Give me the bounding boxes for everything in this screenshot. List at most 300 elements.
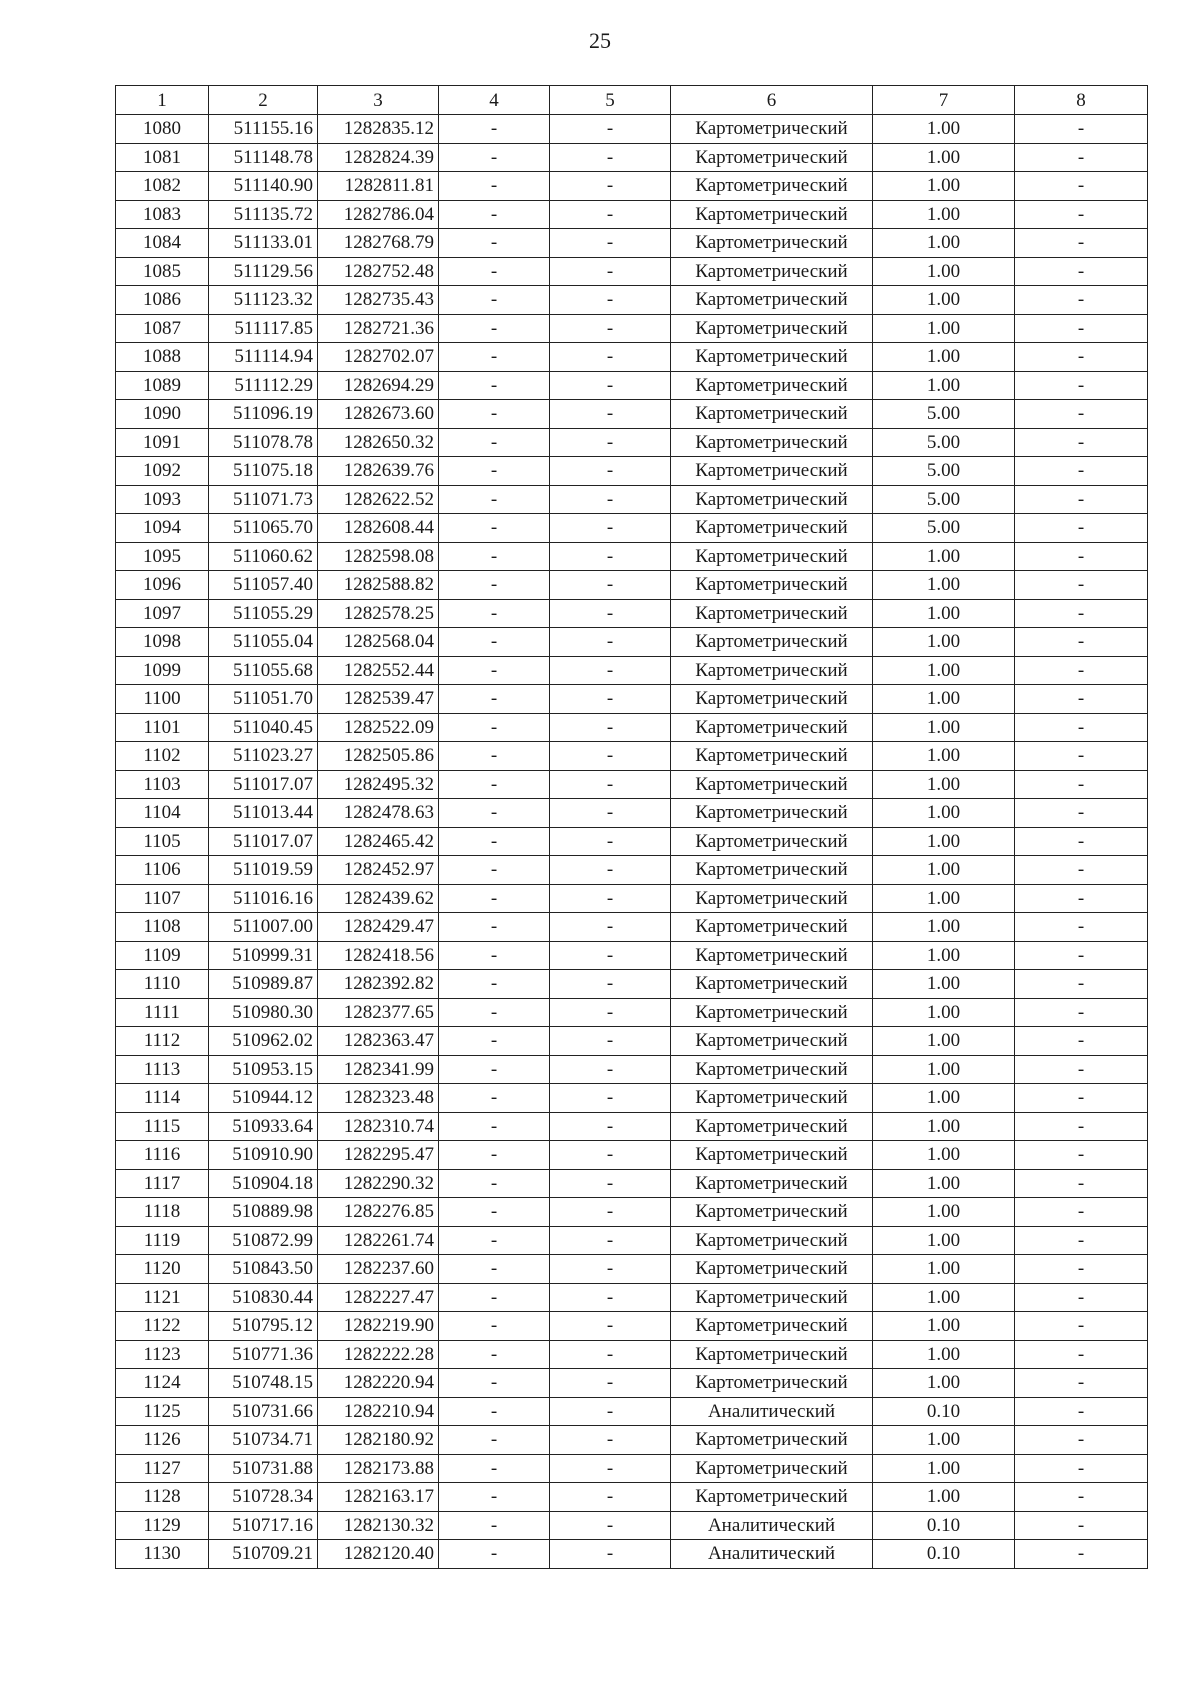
table-row: [116, 1027, 1148, 1056]
table-row: [116, 143, 1148, 172]
header-cell: 1: [116, 86, 209, 115]
table-cell: -: [1015, 286, 1148, 315]
table-cell: -: [1015, 685, 1148, 714]
table-cell: 1107: [116, 884, 209, 913]
table-cell: -: [550, 656, 671, 685]
table-row: [116, 599, 1148, 628]
table-cell: -: [1015, 1198, 1148, 1227]
table-cell: 1.00: [873, 542, 1015, 571]
table-row: [116, 1340, 1148, 1369]
table-cell: -: [439, 742, 550, 771]
table-cell: 1282639.76: [318, 457, 439, 486]
table-cell: Картометрический: [671, 115, 873, 144]
table-row: [116, 314, 1148, 343]
table-cell: -: [1015, 998, 1148, 1027]
table-cell: -: [439, 827, 550, 856]
table-cell: 511123.32: [209, 286, 318, 315]
table-cell: Картометрический: [671, 913, 873, 942]
table-cell: -: [1015, 1397, 1148, 1426]
table-cell: -: [550, 343, 671, 372]
table-cell: 1282505.86: [318, 742, 439, 771]
table-cell: -: [550, 1540, 671, 1569]
table-cell: -: [550, 1198, 671, 1227]
table-row: [116, 400, 1148, 429]
table-cell: Картометрический: [671, 1340, 873, 1369]
table-cell: -: [1015, 1226, 1148, 1255]
table-cell: -: [1015, 884, 1148, 913]
table-cell: -: [550, 1283, 671, 1312]
table-row: [116, 1483, 1148, 1512]
table-cell: Аналитический: [671, 1397, 873, 1426]
table-cell: 1129: [116, 1511, 209, 1540]
table-cell: -: [439, 1255, 550, 1284]
table-cell: 1282163.17: [318, 1483, 439, 1512]
table-cell: -: [1015, 1340, 1148, 1369]
table-cell: -: [550, 257, 671, 286]
table-cell: -: [439, 428, 550, 457]
table-cell: -: [1015, 941, 1148, 970]
table-cell: 1.00: [873, 1169, 1015, 1198]
table-row: [116, 1255, 1148, 1284]
table-cell: -: [550, 1112, 671, 1141]
table-cell: -: [550, 172, 671, 201]
table-row: [116, 1055, 1148, 1084]
table-cell: 511155.16: [209, 115, 318, 144]
table-cell: -: [1015, 628, 1148, 657]
table-cell: -: [439, 400, 550, 429]
table-cell: 1.00: [873, 884, 1015, 913]
table-cell: 1106: [116, 856, 209, 885]
table-cell: 1282210.94: [318, 1397, 439, 1426]
table-cell: 1110: [116, 970, 209, 999]
table-cell: 1282261.74: [318, 1226, 439, 1255]
table-cell: 510989.87: [209, 970, 318, 999]
table-cell: 0.10: [873, 1511, 1015, 1540]
table-cell: 1282702.07: [318, 343, 439, 372]
table-cell: -: [439, 1540, 550, 1569]
table-cell: 1.00: [873, 115, 1015, 144]
table-cell: 1105: [116, 827, 209, 856]
table-cell: -: [439, 1112, 550, 1141]
table-cell: -: [439, 457, 550, 486]
table-cell: -: [550, 457, 671, 486]
table-cell: 511114.94: [209, 343, 318, 372]
table-row: [116, 913, 1148, 942]
table-cell: Картометрический: [671, 457, 873, 486]
table-cell: 1.00: [873, 685, 1015, 714]
table-cell: -: [1015, 742, 1148, 771]
table-cell: -: [439, 599, 550, 628]
table-cell: 1080: [116, 115, 209, 144]
table-cell: Картометрический: [671, 856, 873, 885]
table-cell: -: [550, 856, 671, 885]
table-cell: -: [550, 970, 671, 999]
table-row: [116, 1454, 1148, 1483]
table-cell: 1123: [116, 1340, 209, 1369]
table-cell: 1.00: [873, 970, 1015, 999]
table-cell: -: [439, 1084, 550, 1113]
table-cell: 1282295.47: [318, 1141, 439, 1170]
table-cell: 1.00: [873, 856, 1015, 885]
table-cell: -: [439, 286, 550, 315]
table-row: [116, 457, 1148, 486]
table-cell: 1.00: [873, 1426, 1015, 1455]
table-cell: 1096: [116, 571, 209, 600]
table-cell: 1282180.92: [318, 1426, 439, 1455]
table-cell: 1282588.82: [318, 571, 439, 600]
table-cell: 1.00: [873, 343, 1015, 372]
header-cell: 2: [209, 86, 318, 115]
header-cell: 7: [873, 86, 1015, 115]
table-cell: -: [550, 628, 671, 657]
table-row: [116, 799, 1148, 828]
table-cell: 511057.40: [209, 571, 318, 600]
table-cell: 1.00: [873, 1084, 1015, 1113]
table-cell: -: [1015, 115, 1148, 144]
table-row: [116, 286, 1148, 315]
table-cell: 510872.99: [209, 1226, 318, 1255]
table-cell: 1086: [116, 286, 209, 315]
table-cell: 1100: [116, 685, 209, 714]
table-cell: 1101: [116, 713, 209, 742]
table-cell: -: [439, 1027, 550, 1056]
table-cell: 1088: [116, 343, 209, 372]
table-cell: Картометрический: [671, 229, 873, 258]
table-cell: 1.00: [873, 200, 1015, 229]
table-cell: 511017.07: [209, 827, 318, 856]
table-cell: 1282721.36: [318, 314, 439, 343]
table-cell: -: [1015, 1141, 1148, 1170]
table-cell: 511055.68: [209, 656, 318, 685]
table-cell: -: [439, 941, 550, 970]
table-cell: -: [1015, 229, 1148, 258]
table-cell: Картометрический: [671, 286, 873, 315]
table-cell: 511096.19: [209, 400, 318, 429]
table-cell: 1.00: [873, 1369, 1015, 1398]
table-cell: -: [439, 656, 550, 685]
table-cell: 510709.21: [209, 1540, 318, 1569]
table-row: [116, 1226, 1148, 1255]
table-row: [116, 1169, 1148, 1198]
table-cell: 1.00: [873, 1141, 1015, 1170]
table-cell: 1099: [116, 656, 209, 685]
table-cell: 1093: [116, 485, 209, 514]
table-cell: 1.00: [873, 1255, 1015, 1284]
table-cell: Картометрический: [671, 371, 873, 400]
table-row: [116, 200, 1148, 229]
table-cell: 511055.29: [209, 599, 318, 628]
table-cell: 510910.90: [209, 1141, 318, 1170]
table-cell: 510795.12: [209, 1312, 318, 1341]
table-cell: 1108: [116, 913, 209, 942]
table-cell: -: [1015, 1540, 1148, 1569]
table-cell: -: [1015, 1483, 1148, 1512]
table-row: [116, 1426, 1148, 1455]
table-cell: 511078.78: [209, 428, 318, 457]
table-cell: 1126: [116, 1426, 209, 1455]
table-cell: Картометрический: [671, 1226, 873, 1255]
table-cell: 1.00: [873, 599, 1015, 628]
table-cell: Картометрический: [671, 1198, 873, 1227]
table-cell: 510980.30: [209, 998, 318, 1027]
table-cell: -: [550, 143, 671, 172]
table-cell: -: [550, 314, 671, 343]
table-cell: -: [550, 1312, 671, 1341]
table-cell: 1115: [116, 1112, 209, 1141]
table-cell: -: [550, 1027, 671, 1056]
table-cell: 1098: [116, 628, 209, 657]
table-cell: -: [550, 713, 671, 742]
table-cell: -: [439, 884, 550, 913]
table-cell: -: [550, 685, 671, 714]
table-cell: -: [439, 628, 550, 657]
table-row: [116, 542, 1148, 571]
table-cell: -: [550, 998, 671, 1027]
table-cell: 1282598.08: [318, 542, 439, 571]
table-cell: 1083: [116, 200, 209, 229]
table-cell: 1102: [116, 742, 209, 771]
table-cell: 1282290.32: [318, 1169, 439, 1198]
table-row: [116, 827, 1148, 856]
table-cell: 511023.27: [209, 742, 318, 771]
table-cell: Картометрический: [671, 172, 873, 201]
table-cell: 1119: [116, 1226, 209, 1255]
table-cell: Картометрический: [671, 1312, 873, 1341]
table-cell: 1282835.12: [318, 115, 439, 144]
table-cell: 511013.44: [209, 799, 318, 828]
table-cell: -: [439, 514, 550, 543]
table-cell: 5.00: [873, 485, 1015, 514]
table-cell: -: [439, 1511, 550, 1540]
table-cell: 1118: [116, 1198, 209, 1227]
header-cell: 8: [1015, 86, 1148, 115]
table-cell: 1.00: [873, 913, 1015, 942]
table-cell: Картометрический: [671, 1283, 873, 1312]
table-cell: -: [439, 343, 550, 372]
table-row: [116, 1511, 1148, 1540]
table-row: [116, 884, 1148, 913]
table-cell: 1113: [116, 1055, 209, 1084]
table-cell: 1282752.48: [318, 257, 439, 286]
table-cell: 510944.12: [209, 1084, 318, 1113]
table-cell: 1117: [116, 1169, 209, 1198]
table-cell: Картометрический: [671, 200, 873, 229]
table-row: [116, 571, 1148, 600]
table-cell: 1.00: [873, 1283, 1015, 1312]
coordinates-table: [115, 85, 1148, 1569]
table-cell: -: [1015, 485, 1148, 514]
table-cell: 1282522.09: [318, 713, 439, 742]
table-cell: 1130: [116, 1540, 209, 1569]
table-cell: Картометрический: [671, 827, 873, 856]
table-cell: -: [439, 371, 550, 400]
table-cell: 1.00: [873, 742, 1015, 771]
table-cell: -: [550, 1226, 671, 1255]
table-cell: -: [439, 856, 550, 885]
table-cell: -: [1015, 1084, 1148, 1113]
table-cell: Картометрический: [671, 514, 873, 543]
table-row: [116, 172, 1148, 201]
table-cell: -: [1015, 856, 1148, 885]
table-cell: Картометрический: [671, 599, 873, 628]
table-cell: 1111: [116, 998, 209, 1027]
table-cell: 510999.31: [209, 941, 318, 970]
table-cell: -: [1015, 770, 1148, 799]
table-cell: 1.00: [873, 713, 1015, 742]
table-cell: -: [1015, 1426, 1148, 1455]
table-cell: -: [550, 913, 671, 942]
table-cell: Картометрический: [671, 571, 873, 600]
table-cell: -: [550, 1255, 671, 1284]
table-cell: 1282130.32: [318, 1511, 439, 1540]
table-cell: 1128: [116, 1483, 209, 1512]
table-cell: -: [439, 770, 550, 799]
table-cell: 1282439.62: [318, 884, 439, 913]
table-cell: 1.00: [873, 571, 1015, 600]
table-row: [116, 343, 1148, 372]
table-cell: 1122: [116, 1312, 209, 1341]
table-cell: 1109: [116, 941, 209, 970]
table-cell: 5.00: [873, 428, 1015, 457]
table-cell: Картометрический: [671, 1055, 873, 1084]
table-cell: -: [1015, 1112, 1148, 1141]
table-cell: -: [439, 713, 550, 742]
table-cell: 1.00: [873, 371, 1015, 400]
table-cell: -: [439, 1283, 550, 1312]
header-cell: 5: [550, 86, 671, 115]
table-cell: -: [550, 371, 671, 400]
table-cell: Картометрический: [671, 1483, 873, 1512]
table-cell: 1121: [116, 1283, 209, 1312]
table-cell: 1085: [116, 257, 209, 286]
table-cell: -: [1015, 599, 1148, 628]
table-cell: -: [439, 998, 550, 1027]
table-cell: -: [439, 143, 550, 172]
table-cell: 1.00: [873, 1055, 1015, 1084]
table-cell: 1282608.44: [318, 514, 439, 543]
table-cell: -: [550, 400, 671, 429]
table-row: [116, 1198, 1148, 1227]
table-cell: -: [550, 1426, 671, 1455]
table-cell: 1.00: [873, 628, 1015, 657]
table-row: [116, 628, 1148, 657]
table-cell: 511117.85: [209, 314, 318, 343]
table-cell: -: [439, 542, 550, 571]
table-cell: 510962.02: [209, 1027, 318, 1056]
table-cell: Картометрический: [671, 1255, 873, 1284]
table-cell: 511040.45: [209, 713, 318, 742]
table-row: [116, 856, 1148, 885]
table-cell: -: [550, 286, 671, 315]
table-cell: 511019.59: [209, 856, 318, 885]
table-cell: -: [1015, 428, 1148, 457]
table-cell: -: [550, 229, 671, 258]
table-cell: Картометрический: [671, 257, 873, 286]
table-cell: 1282495.32: [318, 770, 439, 799]
table-row: [116, 514, 1148, 543]
table-cell: 1.00: [873, 1027, 1015, 1056]
table-cell: 1.00: [873, 229, 1015, 258]
table-cell: 511017.07: [209, 770, 318, 799]
header-cell: 6: [671, 86, 873, 115]
table-cell: 1.00: [873, 1340, 1015, 1369]
table-cell: 1.00: [873, 770, 1015, 799]
table-cell: -: [550, 1454, 671, 1483]
table-cell: 510904.18: [209, 1169, 318, 1198]
table-row: [116, 941, 1148, 970]
table-cell: 1282735.43: [318, 286, 439, 315]
table-cell: 1282673.60: [318, 400, 439, 429]
table-cell: 511055.04: [209, 628, 318, 657]
page-number: 25: [589, 28, 611, 53]
table-cell: Картометрический: [671, 1369, 873, 1398]
table-cell: -: [550, 1055, 671, 1084]
table-cell: Аналитический: [671, 1540, 873, 1569]
table-cell: -: [1015, 913, 1148, 942]
table-cell: 511129.56: [209, 257, 318, 286]
table-cell: -: [550, 1340, 671, 1369]
table-cell: 1090: [116, 400, 209, 429]
table-cell: 511133.01: [209, 229, 318, 258]
table-cell: 1104: [116, 799, 209, 828]
table-cell: 1.00: [873, 143, 1015, 172]
table-cell: -: [550, 571, 671, 600]
table-cell: 510731.88: [209, 1454, 318, 1483]
table-row: [116, 998, 1148, 1027]
table-cell: -: [1015, 343, 1148, 372]
table-cell: 1282418.56: [318, 941, 439, 970]
table-cell: 510843.50: [209, 1255, 318, 1284]
table-cell: -: [439, 1426, 550, 1455]
table-row: [116, 970, 1148, 999]
table-cell: -: [550, 542, 671, 571]
table-cell: Картометрический: [671, 742, 873, 771]
table-row: [116, 742, 1148, 771]
table-cell: 1282310.74: [318, 1112, 439, 1141]
table-cell: -: [550, 599, 671, 628]
table-cell: 1120: [116, 1255, 209, 1284]
table-cell: -: [1015, 371, 1148, 400]
table-cell: Картометрический: [671, 685, 873, 714]
table-cell: Картометрический: [671, 1169, 873, 1198]
table-cell: 1282220.94: [318, 1369, 439, 1398]
table-cell: 1282323.48: [318, 1084, 439, 1113]
table-cell: Картометрический: [671, 799, 873, 828]
table-cell: 1282552.44: [318, 656, 439, 685]
table-cell: 1282222.28: [318, 1340, 439, 1369]
table-cell: 1092: [116, 457, 209, 486]
table-cell: 1.00: [873, 656, 1015, 685]
table-cell: Картометрический: [671, 713, 873, 742]
table-cell: Картометрический: [671, 1141, 873, 1170]
table-body: [116, 115, 1148, 1569]
table-cell: -: [1015, 314, 1148, 343]
table-cell: 511140.90: [209, 172, 318, 201]
table-cell: -: [439, 913, 550, 942]
table-row: [116, 485, 1148, 514]
table-cell: 1282377.65: [318, 998, 439, 1027]
table-cell: -: [550, 1169, 671, 1198]
table-cell: -: [439, 314, 550, 343]
table-cell: Картометрический: [671, 1426, 873, 1455]
table-cell: 511060.62: [209, 542, 318, 571]
table-cell: -: [550, 1397, 671, 1426]
table-cell: -: [1015, 571, 1148, 600]
table-cell: 1282786.04: [318, 200, 439, 229]
table-cell: 1091: [116, 428, 209, 457]
table-cell: -: [439, 257, 550, 286]
table-cell: -: [550, 884, 671, 913]
